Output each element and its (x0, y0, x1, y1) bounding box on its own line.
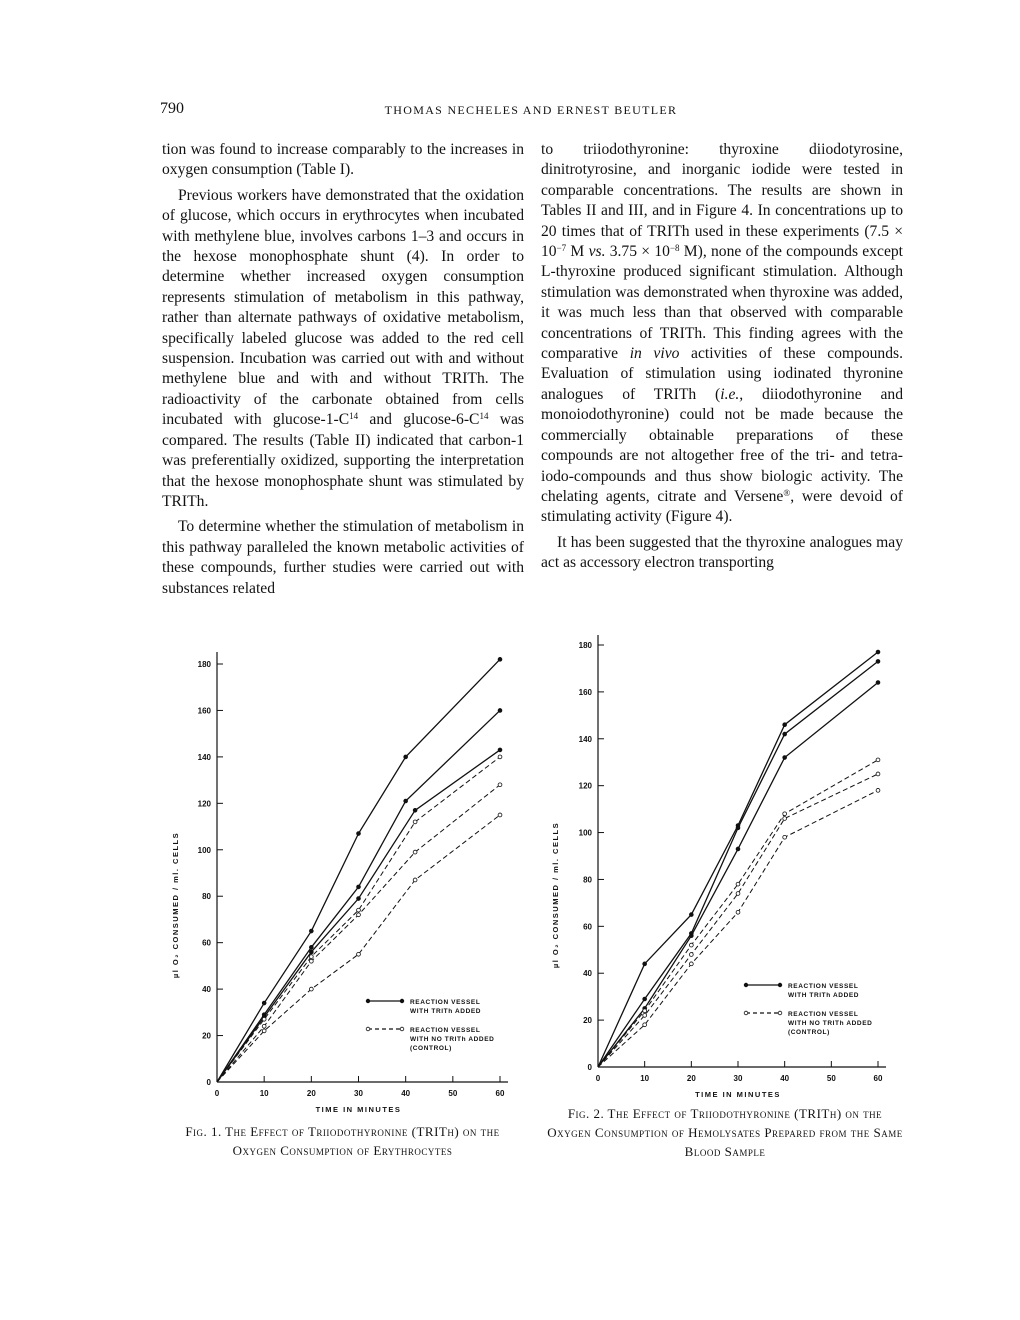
data-point-trith (689, 934, 693, 938)
data-point-control (262, 1017, 266, 1021)
data-point-control (643, 1009, 647, 1013)
legend-label: (CONTROL) (410, 1045, 452, 1052)
x-tick-label: 60 (873, 1074, 883, 1083)
x-axis-label: TIME IN MINUTES (695, 1090, 781, 1099)
data-point-control (262, 1029, 266, 1033)
data-point-trith (262, 1001, 266, 1005)
figure-1-label: Fig. 1. (185, 1124, 222, 1139)
series-line (598, 661, 878, 1067)
data-point-control (783, 835, 787, 839)
figure-1-chart (160, 635, 525, 1115)
y-tick-label: 180 (578, 641, 592, 650)
x-tick-label: 40 (780, 1074, 790, 1083)
x-axis-label: TIME IN MINUTES (315, 1105, 402, 1114)
data-point-control (413, 820, 417, 824)
data-point-trith (404, 799, 408, 803)
data-point-control (309, 959, 313, 963)
y-tick-label: 180 (197, 660, 211, 669)
paragraph: to triiodothyronine: thyroxine diiodotyrosine, dinitrotyrosine, and inorganic iodide were tested in comparable concentrations. The results are shown in Tables II and III, and in Figure 4. In concentrations up to 20 times that of TRITh used in these experiments ($7.5 \times 10^{-7}$ M vs. $3.75 \times 10^{-8}$ M), none of the compounds except L-thyroxine produced significant stimulation. Although stimulation was demonstrated when thyroxine was added, it was much less than that observed with comparable concentrations of TRITh. This finding agrees with the comparative in vivo activities of these compounds. Evaluation of stimulation using iodinated thyronine analogues of TRITh (i.e., diiodothyronine and monoiodothyronine) could not be made because the commercially obtainable preparations of these compounds are not altogether free of the tri- and tetra-iodo-compounds and thus show biologic activity. The chelating agents, citrate and Versene®, were devoid of stimulating activity (Figure 4). (541, 141, 904, 526)
data-point-control (357, 952, 361, 956)
data-point-control (498, 755, 502, 759)
data-point-trith (404, 755, 408, 759)
data-point-trith (643, 962, 647, 966)
paragraph: It has been suggested that the thyroxine analogues may act as accessory electron transporting (541, 533, 903, 572)
x-tick-label: 0 (214, 1089, 220, 1098)
data-point-control (689, 962, 693, 966)
y-tick-label: 0 (587, 1063, 592, 1072)
data-point-trith (309, 929, 313, 933)
data-point-control (643, 1014, 647, 1018)
y-tick-label: 60 (202, 938, 211, 948)
figure-2-chart (540, 635, 910, 1100)
page-number: 790 (160, 100, 184, 117)
y-tick-label: 0 (206, 1078, 211, 1087)
data-point-trith (498, 657, 502, 661)
series-line (598, 683, 878, 1067)
legend-marker (744, 983, 748, 987)
data-point-trith (783, 756, 787, 760)
figure-2-caption-text: The Effect of Triiodothyronine (TRITh) on the Oxygen Consumption of Hemolysates Prepared from the Same Blood Sample (547, 1106, 903, 1159)
figure-1-caption (165, 1122, 520, 1160)
legend-marker (744, 1011, 748, 1015)
y-tick-label: 160 (578, 687, 592, 697)
x-tick-label: 0 (595, 1074, 601, 1083)
y-tick-label: 20 (202, 1031, 211, 1041)
legend-label: WITH NO TRITh ADDED (410, 1036, 495, 1043)
y-axis-label: µl O₂ CONSUMED / ml. CELLS (171, 831, 180, 979)
legend-label: WITH NO TRITh ADDED (788, 1020, 873, 1027)
x-tick-label: 30 (733, 1074, 743, 1083)
data-point-trith (309, 945, 313, 949)
y-tick-label: 80 (583, 875, 592, 885)
legend-marker (400, 1027, 404, 1031)
data-point-control (357, 908, 361, 912)
data-point-control (876, 758, 880, 762)
data-point-trith (736, 847, 740, 851)
data-point-trith (357, 897, 361, 901)
data-point-control (689, 953, 693, 957)
data-point-trith (876, 681, 880, 685)
x-tick-label: 60 (495, 1089, 505, 1098)
legend-label: WITH TRITh ADDED (788, 992, 860, 999)
x-tick-label: 50 (826, 1074, 836, 1083)
legend-label: REACTION VESSEL (788, 983, 859, 990)
paragraph: Previous workers have demonstrated that the oxidation of glucose, which occurs in erythrocytes when incubated with methylene blue, involves carbons 1–3 and occurs in the hexose monophosphate shunt (4). In order to determine whether increased oxygen consumption represents stimulation of metabolism in this pathway, rather than alternate pathways of oxidative metabolism, specifically labeled glucose was added to the red cell suspension. Incubation was carried out with and without methylene blue and with and without TRITh. The radioactivity of the carbonate obtained from cells incubated with glucose-$1-C^{14}$ and glucose-$6-C^{14}$ was compared. The results (Table II) indicated that carbon-1 was preferentially oxidized, supporting the interpretation that the hexose monophosphate shunt was stimulated by TRITh. (162, 186, 524, 510)
y-tick-label: 40 (202, 985, 211, 995)
data-point-control (783, 817, 787, 821)
y-axis-label: µl O₂ CONSUMED / ml. CELLS (551, 821, 560, 969)
y-tick-label: 20 (583, 1016, 592, 1026)
data-point-control (262, 1024, 266, 1028)
x-tick-label: 50 (448, 1089, 458, 1098)
series-line (217, 659, 500, 1082)
y-tick-label: 160 (197, 706, 211, 716)
legend-marker (366, 999, 370, 1003)
figure-1-caption-text: The Effect of Triiodothyronine (TRITh) on the Oxygen Consumption of Erythrocytes (225, 1124, 500, 1158)
data-point-control (736, 892, 740, 896)
data-point-trith (689, 913, 693, 917)
y-tick-label: 120 (197, 799, 211, 809)
data-point-control (309, 987, 313, 991)
legend-marker (400, 999, 404, 1003)
legend-label: (CONTROL) (788, 1029, 830, 1036)
x-tick-label: 30 (354, 1089, 363, 1098)
y-tick-label: 140 (578, 734, 592, 744)
figure-2-label: Fig. 2. (567, 1106, 605, 1121)
page-header (160, 100, 902, 124)
legend-label: REACTION VESSEL (410, 1027, 481, 1034)
legend-label: REACTION VESSEL (788, 1011, 859, 1018)
data-point-control (736, 882, 740, 886)
right-column (541, 140, 903, 579)
data-point-control (413, 878, 417, 882)
paragraph: tion was found to increase comparably to the increases in oxygen consumption (Table I). (162, 141, 524, 179)
x-tick-label: 20 (686, 1074, 696, 1083)
data-point-trith (357, 885, 361, 889)
y-tick-label: 60 (583, 922, 592, 932)
data-point-trith (498, 748, 502, 752)
legend-label: REACTION VESSEL (410, 999, 481, 1006)
x-tick-label: 10 (259, 1089, 269, 1098)
legend-marker (778, 983, 782, 987)
y-tick-label: 120 (578, 781, 592, 791)
data-point-control (413, 850, 417, 854)
x-tick-label: 10 (640, 1074, 650, 1083)
data-point-control (498, 783, 502, 787)
data-point-trith (357, 832, 361, 836)
y-tick-label: 100 (578, 828, 592, 838)
legend-label: WITH TRITh ADDED (410, 1008, 482, 1015)
y-tick-label: 100 (197, 845, 211, 855)
data-point-control (736, 910, 740, 914)
y-tick-label: 140 (197, 752, 211, 762)
running-head: THOMAS NECHELES AND ERNEST BEUTLER (384, 103, 678, 117)
data-point-control (876, 788, 880, 792)
data-point-trith (783, 723, 787, 727)
data-point-control (643, 1023, 647, 1027)
data-point-trith (413, 808, 417, 812)
y-tick-label: 40 (583, 969, 592, 979)
data-point-control (689, 943, 693, 947)
data-point-control (498, 813, 502, 817)
x-tick-label: 40 (401, 1089, 411, 1098)
data-point-trith (783, 732, 787, 736)
data-point-control (309, 955, 313, 959)
data-point-control (783, 812, 787, 816)
left-column (162, 140, 524, 604)
data-point-trith (309, 950, 313, 954)
y-tick-label: 80 (202, 892, 211, 902)
data-point-trith (876, 660, 880, 664)
data-point-control (876, 772, 880, 776)
x-tick-label: 20 (306, 1089, 316, 1098)
data-point-trith (498, 709, 502, 713)
data-point-trith (876, 650, 880, 654)
figure-2-caption (545, 1104, 905, 1161)
legend-marker (366, 1027, 370, 1031)
paragraph: To determine whether the stimulation of metabolism in this pathway paralleled the known metabolic activities of these compounds, further studies were carried out with substances related (162, 518, 524, 597)
legend-marker (778, 1011, 782, 1015)
data-point-control (357, 913, 361, 917)
data-point-trith (643, 997, 647, 1001)
data-point-trith (736, 826, 740, 830)
